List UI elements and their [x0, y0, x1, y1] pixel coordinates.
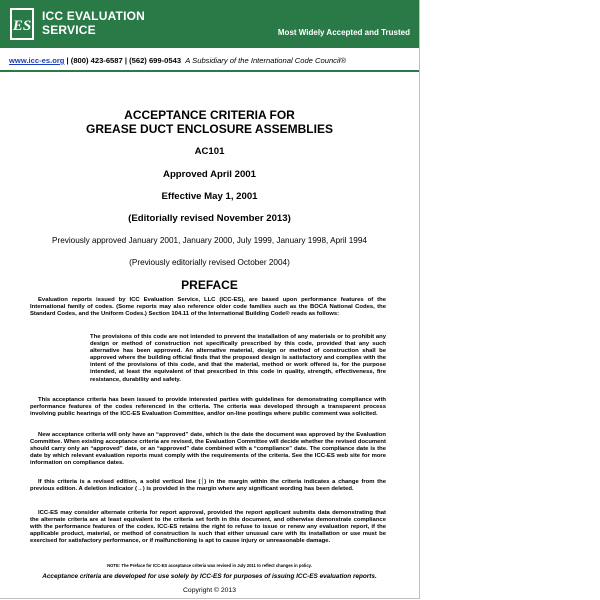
- previously-revised: (Previously editorially revised October 2004): [129, 258, 290, 267]
- contact-bar: [9, 56, 346, 65]
- logo-initials: ES: [12, 18, 32, 34]
- document-title-line1: ACCEPTANCE CRITERIA FOR: [124, 108, 295, 122]
- phone-secondary: (562) 699-0543: [129, 56, 182, 65]
- copyright: Copyright © 2013: [183, 587, 236, 594]
- preface-paragraph-3: New acceptance criteria will only have an “approved” date, which is the date the document was approved by the Evaluation Committee. When existing acceptance criteria are revised, the Evaluation Committee will decide whether the revised document should carry only an “approved” date, or an “approved” date combined with a “compliance” date. The compliance date is the date by which relevant evaluation reports must comply with the requirements of the criteria. See the ICC-ES web site for more information on compliance dates.: [30, 432, 386, 467]
- subsidiary-note: A Subsidiary of the International Code Council®: [185, 56, 346, 65]
- icc-es-logo-icon: [7, 7, 37, 41]
- preface-paragraph-1: Evaluation reports issued by ICC Evaluation Service, LLC (ICC-ES), are based upon performance features of the International family of codes. (Some reports may also reference older code families such as the BOCA National Codes, the Standard Codes, and the Uniform Codes.) Section 104.11 of the International Building Code® reads as follows:: [30, 297, 386, 318]
- logo-text-line1: ICC EVALUATION: [42, 9, 146, 23]
- effective-date: Effective May 1, 2001: [161, 191, 258, 202]
- document-title-line2: GREASE DUCT ENCLOSURE ASSEMBLIES: [86, 122, 333, 136]
- approved-date: Approved April 2001: [163, 169, 256, 180]
- preface-heading: PREFACE: [181, 278, 238, 292]
- code-section-quote: The provisions of this code are not intended to prevent the installation of any materials or to prohibit any design or method of construction not specifically prescribed by this code, provided that any such alternative has been approved. An alternative material, design or method of construction shall be approved where the building official finds that the proposed design is satisfactory and complies with the intent of the provisions of this code, and that the material, method or work offered is, for the purpose intended, at least the equivalent of that prescribed in this code in quality, strength, effectiveness, fire resistance, durability and safety.: [90, 334, 386, 383]
- usage-statement: Acceptance criteria are developed for use solely by ICC-ES for purposes of issuing ICC-ES evaluation reports.: [42, 573, 377, 580]
- separator: |: [124, 56, 127, 65]
- preface-paragraph-2: This acceptance criteria has been issued to provide interested parties with guidelines for demonstrating compliance with performance features of the codes referenced in the criteria. The criteria was developed through a transparent process involving public hearings of the ICC-ES Evaluation Committee, and/or on-line postings where public comment was solicited.: [30, 397, 386, 418]
- preface-paragraph-5: ICC-ES may consider alternate criteria for report approval, provided the report applicant submits data demonstrating that the alternate criteria are at least equivalent to the criteria set forth in this document, and otherwise demonstrate compliance with the performance features of the codes. ICC-ES retains the right to refuse to issue or renew any evaluation report, if the applicable product, material, or method of construction is such that either unusual care with its installation or use must be exercised for satisfactory performance, or if malfunctioning is apt to cause injury or unreasonable damage.: [30, 510, 386, 545]
- criteria-code: AC101: [194, 146, 225, 157]
- preface-note: NOTE: The Preface for ICC-ES acceptance criteria was revised in July 2011 to reflect changes in policy.: [107, 563, 312, 568]
- separator: |: [66, 56, 69, 65]
- tagline: Most Widely Accepted and Trusted: [277, 28, 410, 37]
- revised-date: (Editorially revised November 2013): [128, 213, 291, 224]
- website-link[interactable]: www.icc-es.org: [9, 56, 65, 65]
- logo-text-line2: SERVICE: [42, 23, 96, 37]
- previously-approved: Previously approved January 2001, January 2000, July 1999, January 1998, April 1994: [52, 236, 367, 245]
- preface-paragraph-4: If this criteria is a revised edition, a solid vertical line (│) in the margin within the criteria indicates a change from the previous edition. A deletion indicator (→) is provided in the margin where any significant wording has been deleted.: [30, 479, 386, 493]
- phone-primary: (800) 423-6587: [70, 56, 123, 65]
- header-banner: [0, 0, 419, 48]
- header-divider: [0, 70, 419, 72]
